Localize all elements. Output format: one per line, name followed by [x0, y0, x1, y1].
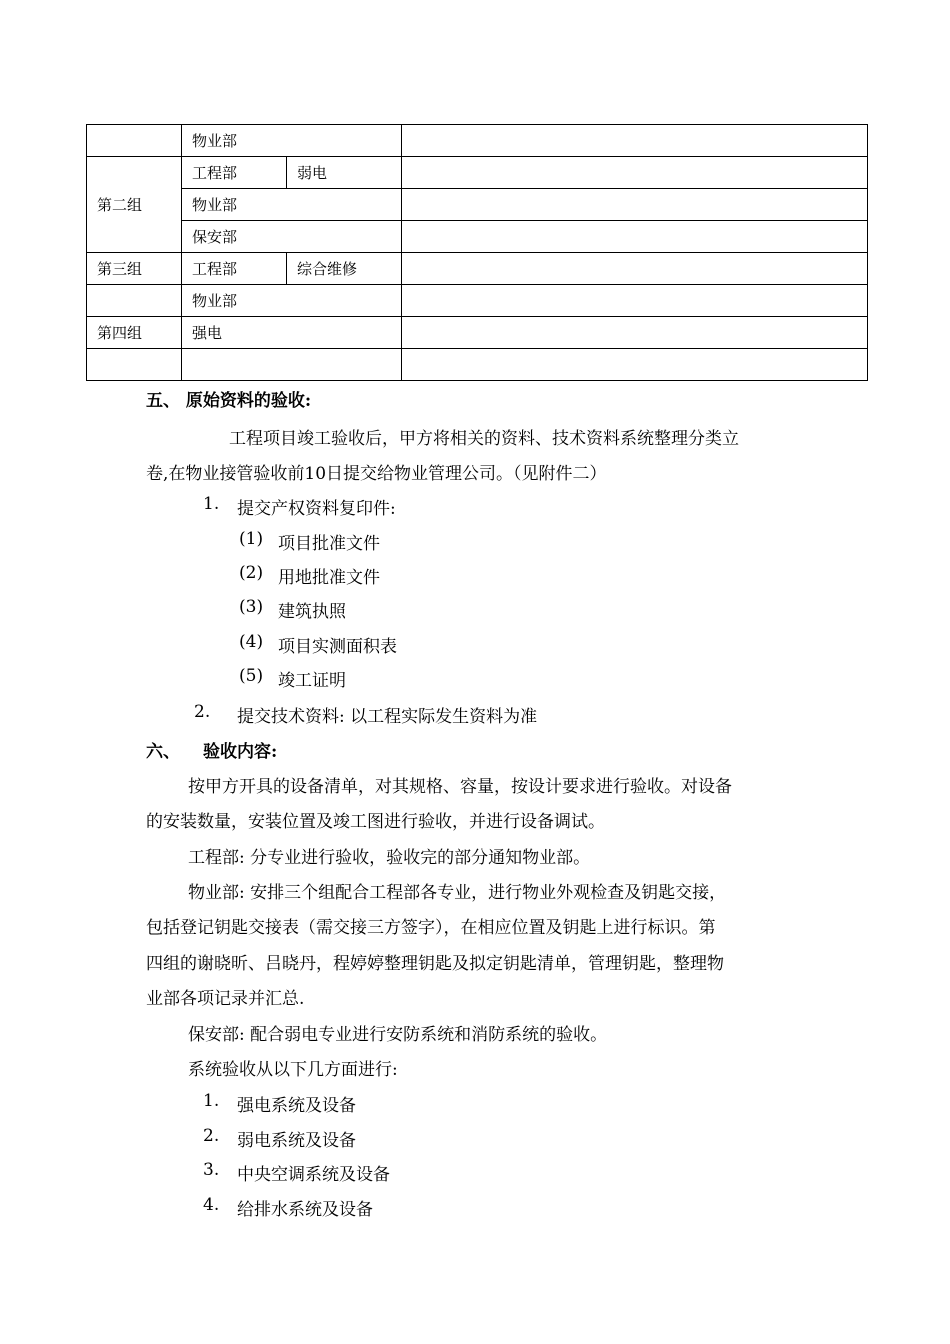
list-item: 给排水系统及设备: [237, 1200, 373, 1220]
table-row: [87, 189, 868, 221]
table-cell: [402, 221, 868, 253]
paragraph-line: 的安装数量，安装位置及竣工图进行验收，并进行设备调试。: [146, 812, 605, 832]
group-table: [86, 124, 868, 381]
list-item: 强电系统及设备: [237, 1096, 356, 1116]
table-cell: [402, 285, 868, 317]
table-cell: 物业部: [182, 189, 402, 221]
sublist-number: (3): [239, 597, 264, 617]
table-row: [87, 125, 868, 157]
list-number: 3.: [203, 1160, 220, 1180]
table-cell: 综合维修: [287, 253, 402, 285]
section-heading-number: 六、: [146, 742, 180, 762]
sublist-item: 竣工证明: [278, 671, 346, 691]
list-item: 提交技术资料: 以工程实际发生资料为准: [237, 707, 538, 727]
table-cell: 第二组: [87, 157, 182, 253]
paragraph-line: 业部各项记录并汇总.: [146, 989, 305, 1009]
list-item: 弱电系统及设备: [237, 1131, 356, 1151]
table-cell: 保安部: [182, 221, 402, 253]
table-row: [87, 221, 868, 253]
paragraph-line: 按甲方开具的设备清单，对其规格、容量，按设计要求进行验收。对设备: [188, 777, 732, 797]
sublist-item: 建筑执照: [278, 602, 346, 622]
sublist-item: 项目实测面积表: [278, 637, 397, 657]
table-cell: 物业部: [182, 125, 402, 157]
table-cell: 弱电: [287, 157, 402, 189]
paragraph-line: 工程项目竣工验收后，甲方将相关的资料、技术资料系统整理分类立: [229, 429, 739, 449]
list-number: 1.: [203, 494, 220, 514]
paragraph-line: 卷,在物业接管验收前10日提交给物业管理公司。（见附件二）: [146, 464, 607, 484]
paragraph-line: 物业部: 安排三个组配合工程部各专业，进行物业外观检查及钥匙交接，: [188, 883, 727, 903]
table-cell: [402, 253, 868, 285]
table-cell: 强电: [182, 317, 402, 349]
table-row: [87, 317, 868, 349]
table-cell: [402, 125, 868, 157]
table-row: [87, 349, 868, 381]
list-number: 2.: [203, 1126, 220, 1146]
paragraph-line: 包括登记钥匙交接表（需交接三方签字），在相应位置及钥匙上进行标识。第: [146, 918, 716, 938]
section-heading: 验收内容:: [203, 742, 278, 762]
table-row: [87, 253, 868, 285]
sublist-number: (1): [239, 529, 264, 549]
table-cell: [87, 349, 182, 381]
table-cell: [87, 285, 182, 317]
sublist-number: (4): [239, 632, 264, 652]
list-number: 2.: [194, 702, 211, 722]
table-cell: 工程部: [182, 157, 287, 189]
table-cell: [87, 125, 182, 157]
list-item: 提交产权资料复印件:: [237, 499, 396, 519]
paragraph-line: 四组的谢晓昕、吕晓丹，程婷婷整理钥匙及拟定钥匙清单，管理钥匙，整理物: [146, 954, 724, 974]
sublist-item: 用地批准文件: [278, 568, 380, 588]
list-number: 4.: [203, 1195, 220, 1215]
table-cell: 物业部: [182, 285, 402, 317]
section-heading: 五、 原始资料的验收:: [146, 391, 312, 411]
paragraph-line: 保安部: 配合弱电专业进行安防系统和消防系统的验收。: [188, 1025, 608, 1045]
table-cell: 工程部: [182, 253, 287, 285]
paragraph-line: 工程部: 分专业进行验收，验收完的部分通知物业部。: [188, 848, 591, 868]
table-row: [87, 285, 868, 317]
sublist-number: (2): [239, 563, 264, 583]
list-number: 1.: [203, 1091, 220, 1111]
table-cell: 第三组: [87, 253, 182, 285]
table-cell: [402, 349, 868, 381]
table-row: [87, 157, 868, 189]
table-cell: 第四组: [87, 317, 182, 349]
table-cell: [402, 317, 868, 349]
table-cell: [182, 349, 402, 381]
paragraph-line: 系统验收从以下几方面进行:: [188, 1060, 398, 1080]
sublist-item: 项目批准文件: [278, 534, 380, 554]
list-item: 中央空调系统及设备: [237, 1165, 390, 1185]
table-cell: [402, 157, 868, 189]
table-cell: [402, 189, 868, 221]
sublist-number: (5): [239, 666, 264, 686]
